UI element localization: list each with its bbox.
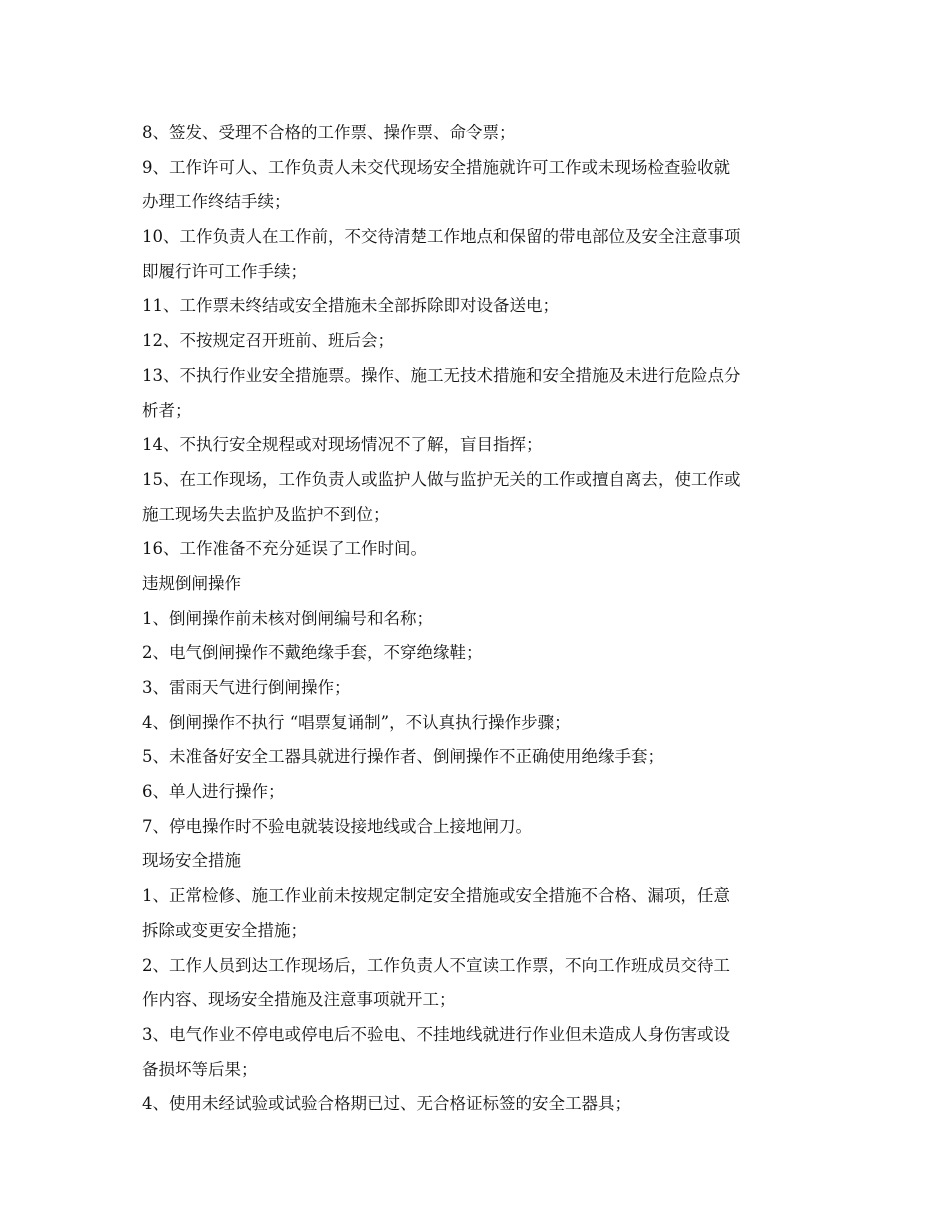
list-item: 6、单人进行操作；	[142, 782, 285, 802]
list-item-continuation: 办理工作终结手续；	[142, 192, 291, 212]
list-item: 2、电气倒闸操作不戴绝缘手套，不穿绝缘鞋；	[142, 643, 483, 663]
list-item: 8、签发、受理不合格的工作票、操作票、命令票；	[142, 123, 516, 142]
list-item: 10、工作负责人在工作前，不交待清楚工作地点和保留的带电部位及安全注意事项	[142, 227, 741, 247]
list-item: 4、使用未经试验或试验合格期已过、无合格证标签的安全工器具；	[142, 1094, 631, 1114]
section-heading: 现场安全措施	[142, 851, 241, 871]
list-item-continuation: 施工现场失去监护及监护不到位；	[142, 504, 390, 524]
list-item: 2、工作人员到达工作现场后，工作负责人不宣读工作票，不向工作班成员交待工	[142, 955, 730, 975]
list-item: 1、正常检修、施工作业前未按规定制定安全措施或安全措施不合格、漏项，任意	[142, 886, 730, 906]
list-item: 11、工作票未终结或安全措施未全部拆除即对设备送电；	[142, 296, 559, 316]
list-item: 12、不按规定召开班前、班后会；	[142, 331, 394, 351]
list-item: 1、倒闸操作前未核对倒闸编号和名称；	[142, 608, 433, 628]
list-item: 3、雷雨天气进行倒闸操作；	[142, 678, 351, 697]
list-item-continuation: 析者；	[142, 400, 192, 420]
document-body	[142, 116, 814, 1122]
list-item: 5、未准备好安全工器具就进行操作者、倒闸操作不正确使用绝缘手套；	[142, 747, 664, 767]
list-item-continuation: 拆除或变更安全措施；	[142, 920, 307, 940]
list-item: 3、电气作业不停电或停电后不验电、不挂地线就进行作业但未造成人身伤害或设	[142, 1024, 730, 1044]
section-heading: 违规倒闸操作	[142, 573, 241, 593]
list-item: 9、工作许可人、工作负责人未交代现场安全措施就许可工作或未现场检查验收就	[142, 157, 730, 177]
list-item-continuation: 备损坏等后果；	[142, 1059, 258, 1079]
list-item: 15、在工作现场，工作负责人或监护人做与监护无关的工作或擅自离去，使工作或	[142, 469, 741, 489]
list-item-continuation: 作内容、现场安全措施及注意事项就开工；	[142, 990, 456, 1010]
list-item-continuation: 即履行许可工作手续；	[142, 261, 307, 281]
list-item: 7、停电操作时不验电就装设接地线或合上接地闸刀。	[142, 816, 532, 836]
list-item: 4、倒闸操作不执行 “唱票复诵制”，不认真执行操作步骤；	[142, 712, 571, 732]
list-item: 13、不执行作业安全措施票。操作、施工无技术措施和安全措施及未进行危险点分	[142, 365, 741, 385]
list-item: 16、工作准备不充分延误了工作时间。	[142, 539, 427, 559]
list-item: 14、不执行安全规程或对现场情况不了解，盲目指挥；	[142, 435, 543, 455]
